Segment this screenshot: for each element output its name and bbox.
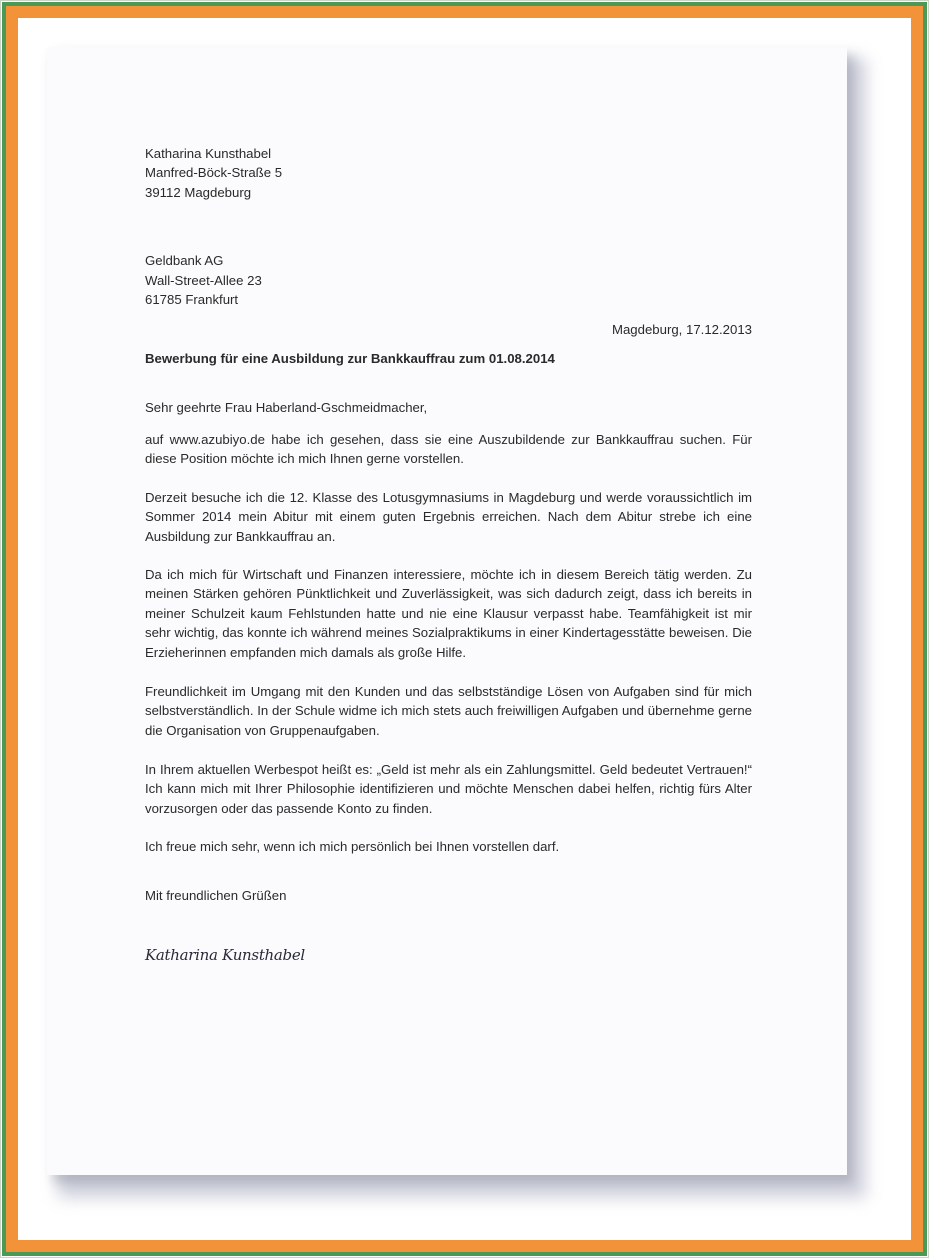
letter-date: Magdeburg, 17.12.2013 <box>611 322 752 337</box>
closing: Mit freundlichen Grüßen <box>145 888 287 903</box>
recipient-city: 61785 Frankfurt <box>145 292 239 307</box>
sender-city: 39112 Magdeburg <box>145 185 252 200</box>
paragraph-3: Da ich mich für Wirtschaft und Finanzen interessiere, möchte ich in diesem Bereich tätig werden. Zu meinen Stärken gehören Pünktlichkeit und Zuverlässigkeit, was sich dadurch zeigt, dass ich bereits in meiner Schulzeit kaum Fehlstunden hatte und nie eine Klausur verpasst habe. Teamfähigkeit ist mir sehr wichtig, das konnte ich während meines Sozialpraktikums in einer Kindertagesstätte beweisen. Die Erzieherinnen empfanden mich damals als große Hilfe. <box>145 567 752 660</box>
sender-street: Manfred-Böck-Straße 5 <box>145 165 283 180</box>
sender-name: Katharina Kunsthabel <box>145 146 272 161</box>
letter-subject: Bewerbung für eine Ausbildung zur Bankkauffrau zum 01.08.2014 <box>145 351 555 366</box>
paragraph-4: Freundlichkeit im Umgang mit den Kunden und das selbstständige Lösen von Aufgaben sind für mich selbstverständlich. In der Schule widme ich mich stets auch freiwilligen Aufgaben und übernehme gerne die Organisation von Gruppenaufgaben. <box>145 684 752 738</box>
salutation: Sehr geehrte Frau Haberland-Gschmeidmacher, <box>145 400 428 415</box>
handwritten-signature: Katharina Kunsthabel <box>145 946 305 964</box>
recipient-company: Geldbank AG <box>145 253 224 268</box>
paragraph-1: auf www.azubiyo.de habe ich gesehen, dass sie eine Auszubildende zur Bankkauffrau suchen. Für diese Position möchte ich mich Ihnen gerne vorstellen. <box>145 432 752 467</box>
recipient-street: Wall-Street-Allee 23 <box>145 273 262 288</box>
paragraph-5: In Ihrem aktuellen Werbespot heißt es: „Geld ist mehr als ein Zahlungsmittel. Geld bedeutet Vertrauen!“ Ich kann mich mit Ihrer Philosophie identifizieren und möchte Menschen dabei helfen, richtig fürs Alter vorzusorgen oder das passende Konto zu finden. <box>145 762 752 816</box>
paragraph-6: Ich freue mich sehr, wenn ich mich persönlich bei Ihnen vorstellen darf. <box>145 839 560 854</box>
paragraph-2: Derzeit besuche ich die 12. Klasse des Lotusgymnasiums in Magdeburg und werde voraussichtlich im Sommer 2014 mein Abitur mit einem guten Ergebnis erreichen. Nach dem Abitur strebe ich eine Ausbildung zur Bankkauffrau an. <box>145 490 752 544</box>
